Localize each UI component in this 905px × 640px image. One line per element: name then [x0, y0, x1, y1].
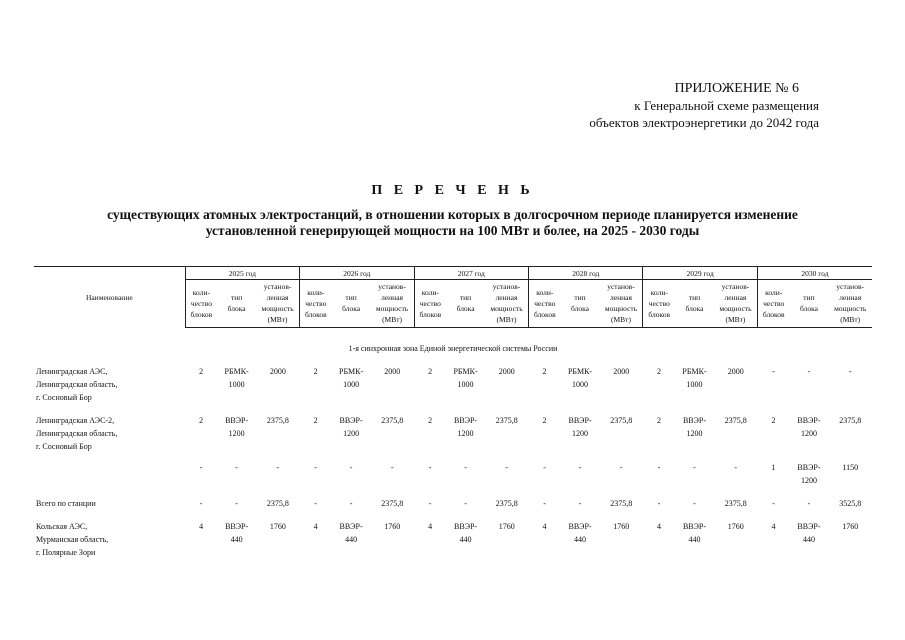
col-count-header: коли- чество блоков — [414, 280, 446, 328]
col-power-header: установ- ленная мощность (МВт) — [599, 280, 643, 328]
table-row — [34, 404, 872, 453]
unit-count: 2 — [657, 366, 661, 376]
installed-capacity: 2000 — [384, 366, 401, 376]
installed-capacity: 2000 — [727, 366, 744, 376]
document-title: П Е Р Е Ч Е Н Ь — [371, 183, 534, 198]
unit-count: 2 — [199, 366, 204, 376]
installed-capacity: - — [276, 462, 280, 472]
unit-type: - — [464, 498, 467, 508]
year-header: 2028 год — [529, 267, 643, 280]
installed-capacity: 2375,8 — [381, 415, 404, 425]
table-row — [34, 365, 872, 404]
table-row — [34, 487, 872, 510]
subtitle-line-1: существующих атомных электростанций, в отношении которых в долгосрочном периоде планируется изменение — [107, 207, 798, 222]
installed-capacity: 1760 — [613, 521, 630, 531]
table-row — [34, 510, 872, 559]
npp-table — [34, 266, 872, 559]
unit-type: ВВЭР- 1200 — [797, 462, 821, 485]
installed-capacity: - — [848, 366, 852, 376]
installed-capacity: 2375,8 — [495, 415, 518, 425]
unit-type: РБМК- 1000 — [224, 366, 249, 389]
unit-type: ВВЭР- 1200 — [682, 415, 707, 438]
col-count-header: коли- чество блоков — [185, 280, 217, 328]
year-header: 2029 год — [643, 267, 757, 280]
installed-capacity: 1150 — [842, 462, 859, 472]
unit-count: 2 — [657, 415, 661, 425]
unit-count: - — [199, 462, 203, 472]
unit-count: - — [772, 366, 775, 376]
unit-type: ВВЭР- 1200 — [454, 415, 478, 438]
col-power-header: установ- ленная мощность (МВт) — [714, 280, 758, 328]
unit-count: 4 — [199, 521, 204, 531]
unit-type: ВВЭР- 1200 — [797, 415, 821, 438]
unit-type: ВВЭР- 440 — [797, 521, 821, 544]
unit-type: РБМК- 1000 — [453, 366, 478, 389]
col-type-header: тип блока — [561, 280, 600, 328]
unit-count: - — [428, 498, 432, 508]
unit-count: 4 — [313, 521, 318, 531]
installed-capacity: 2375,8 — [610, 498, 633, 508]
installed-capacity: 2375,8 — [495, 498, 518, 508]
unit-type: - — [578, 462, 582, 472]
document-subtitle — [40, 207, 865, 239]
col-type-header: тип блока — [675, 280, 714, 328]
unit-type: - — [235, 498, 238, 508]
col-type-header: тип блока — [446, 280, 485, 328]
unit-type: - — [807, 498, 811, 508]
col-count-header: коли- чество блоков — [643, 280, 675, 328]
unit-count: 2 — [771, 415, 776, 425]
installed-capacity: 3525,8 — [839, 498, 862, 508]
unit-type: - — [349, 498, 353, 508]
installed-capacity: - — [619, 462, 623, 472]
table-row — [34, 453, 872, 487]
subtitle-line-2: установленной генерирующей мощности на 100 МВт и более, на 2025 - 2030 годы — [205, 223, 700, 238]
unit-type: РБМК- 1000 — [567, 366, 593, 389]
station-name: Кольская АЭС, Мурманская область, г. Полярные Зори — [36, 521, 109, 557]
installed-capacity: 2000 — [613, 366, 630, 376]
unit-count: - — [772, 498, 775, 508]
col-power-header: установ- ленная мощность (МВт) — [828, 280, 872, 328]
installed-capacity: 2000 — [269, 366, 286, 376]
unit-type: ВВЭР- 440 — [225, 521, 249, 544]
unit-count: 2 — [428, 415, 433, 425]
installed-capacity: 2375,8 — [266, 415, 289, 425]
unit-type: - — [578, 498, 582, 508]
unit-type: - — [349, 462, 353, 472]
appendix-reference-cont: объектов электроэнергетики до 2042 года — [589, 115, 819, 130]
installed-capacity: 1760 — [384, 521, 401, 531]
station-name: Ленинградская АЭС, Ленинградская область, г. Сосновый Бор — [36, 366, 118, 402]
installed-capacity: - — [505, 462, 509, 472]
name-column-header: Наименование — [34, 267, 185, 328]
unit-count: - — [543, 498, 546, 508]
unit-type: ВВЭР- 440 — [682, 521, 707, 544]
appendix-reference: к Генеральной схеме размещения — [634, 98, 819, 113]
unit-type: РБМК- 1000 — [682, 366, 707, 389]
unit-count: 4 — [542, 521, 547, 531]
col-power-header: установ- ленная мощность (МВт) — [485, 280, 529, 328]
unit-count: - — [428, 462, 432, 472]
unit-type: - — [807, 366, 811, 376]
station-name: Всего по станции — [36, 498, 96, 508]
unit-count: - — [657, 498, 661, 508]
installed-capacity: - — [390, 462, 394, 472]
unit-count: 4 — [657, 521, 661, 531]
installed-capacity: 2375,8 — [724, 498, 747, 508]
unit-type: - — [235, 462, 238, 472]
installed-capacity: - — [734, 462, 738, 472]
unit-count: 2 — [313, 366, 318, 376]
col-count-header: коли- чество блоков — [300, 280, 332, 328]
unit-type: - — [693, 462, 696, 472]
unit-count: - — [199, 498, 203, 508]
unit-count: 2 — [428, 366, 433, 376]
unit-count: 4 — [771, 521, 776, 531]
unit-count: 1 — [771, 462, 776, 472]
appendix-number: ПРИЛОЖЕНИЕ № 6 — [674, 81, 799, 96]
unit-count: 2 — [313, 415, 318, 425]
unit-type: ВВЭР- 440 — [568, 521, 592, 544]
zone-label: 1-я синхронная зона Единой энергетической системы России — [348, 343, 558, 353]
year-header: 2026 год — [300, 267, 414, 280]
unit-count: 4 — [428, 521, 433, 531]
year-header: 2025 год — [185, 267, 299, 280]
unit-type: - — [693, 498, 696, 508]
unit-count: - — [314, 498, 317, 508]
installed-capacity: 2375,8 — [610, 415, 633, 425]
col-count-header: коли- чество блоков — [757, 280, 789, 328]
unit-type: ВВЭР- 1200 — [225, 415, 249, 438]
installed-capacity: 1760 — [269, 521, 286, 531]
col-type-header: тип блока — [217, 280, 256, 328]
installed-capacity: 2375,8 — [381, 498, 404, 508]
installed-capacity: 2375,8 — [839, 415, 862, 425]
unit-type: ВВЭР- 1200 — [568, 415, 592, 438]
appendix-header — [589, 80, 819, 131]
unit-count: - — [543, 462, 546, 472]
col-type-header: тип блока — [332, 280, 371, 328]
unit-type: ВВЭР- 440 — [339, 521, 363, 544]
installed-capacity: 2375,8 — [724, 415, 747, 425]
table-body — [34, 327, 872, 559]
year-header: 2027 год — [414, 267, 528, 280]
unit-type: - — [464, 462, 467, 472]
unit-count: - — [314, 462, 317, 472]
table-header — [34, 267, 872, 328]
installed-capacity: 2000 — [498, 366, 515, 376]
installed-capacity: 1760 — [727, 521, 744, 531]
unit-type: РБМК- 1000 — [339, 366, 364, 389]
unit-count: - — [657, 462, 661, 472]
installed-capacity: 1760 — [498, 521, 515, 531]
unit-count: 2 — [199, 415, 204, 425]
unit-type: ВВЭР- 1200 — [339, 415, 363, 438]
unit-count: 2 — [542, 366, 547, 376]
installed-capacity: 2375,8 — [266, 498, 289, 508]
station-name: Ленинградская АЭС-2, Ленинградская область, г. Сосновый Бор — [36, 415, 118, 451]
col-count-header: коли- чество блоков — [529, 280, 561, 328]
col-power-header: установ- ленная мощность (МВт) — [371, 280, 415, 328]
installed-capacity: 1760 — [842, 521, 859, 531]
station-name — [34, 453, 185, 487]
unit-count: 2 — [542, 415, 547, 425]
unit-type: ВВЭР- 440 — [454, 521, 478, 544]
zone-row — [34, 327, 872, 365]
col-type-header: тип блока — [790, 280, 829, 328]
year-header: 2030 год — [757, 267, 872, 280]
col-power-header: установ- ленная мощность (МВт) — [256, 280, 300, 328]
